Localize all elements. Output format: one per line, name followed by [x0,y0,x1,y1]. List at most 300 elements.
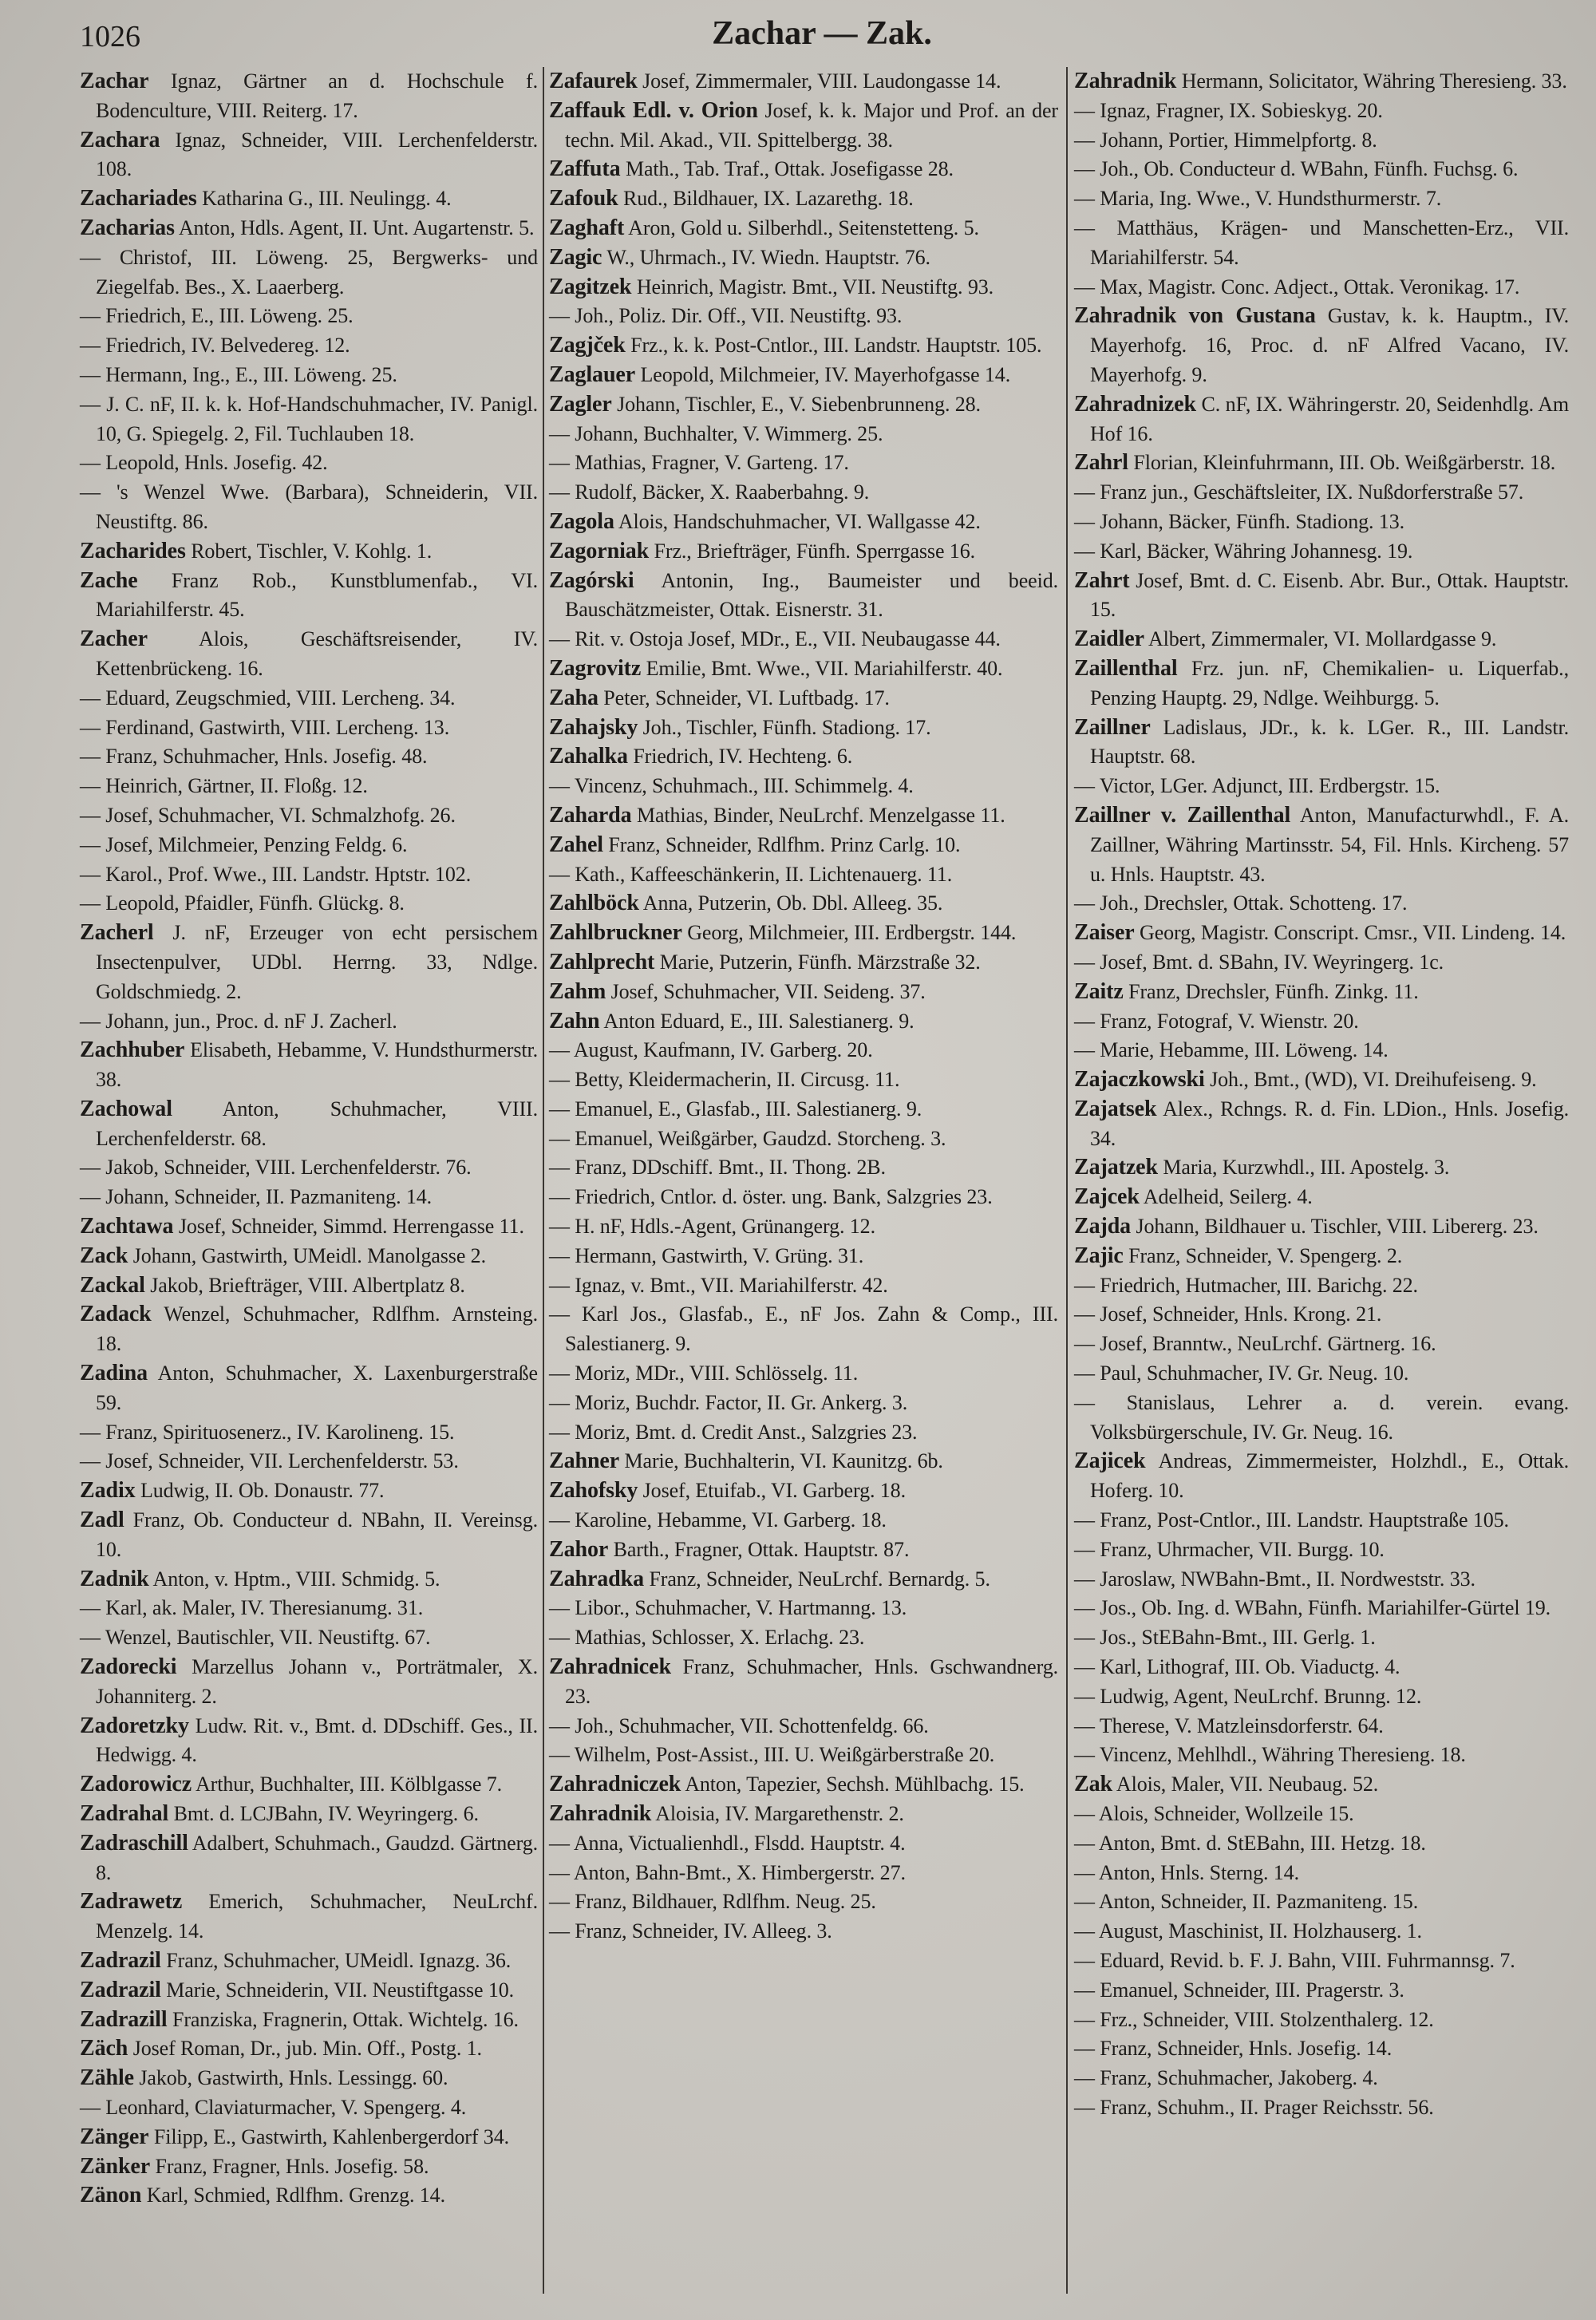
directory-entry [1074,2064,1569,2093]
directory-entry [549,508,1058,537]
entry-details: — Anna, Victualienhdl., Flsdd. Hauptstr. 4. [549,1831,906,1855]
entry-surname: Zadnik [80,1566,149,1591]
entry-details: — J. C. nF, II. k. k. Hof-Handschuhmacher, IV. Panigl. 10, G. Spiegelg. 2, Fil. Tuchlauben 18. [80,392,538,445]
directory-entry [1074,1829,1569,1859]
entry-surname: Zahalka [549,744,628,769]
entry-details: W., Uhrmach., IV. Wiedn. Hauptstr. 76. [606,245,930,269]
entry-details: — Victor, LGer. Adjunct, III. Erdbergstr. 15. [1074,774,1440,798]
entry-details: Anna, Putzerin, Ob. Dbl. Alleeg. 35. [642,891,943,915]
entry-details: Franz, Schuhmacher, UMeidl. Ignazg. 36. [166,1949,512,1972]
directory-entry [1074,1887,1569,1917]
directory-entry [1074,1007,1569,1037]
directory-entry [1074,67,1569,97]
entry-details: — Anton, Bahn-Bmt., X. Himbergerstr. 27. [549,1860,906,1884]
entry-details: — Franz, Schneider, Hnls. Josefig. 14. [1074,2037,1393,2061]
entry-surname: Zagrovitz [549,655,642,681]
entry-surname: Zachtawa [80,1214,174,1239]
directory-entry [80,390,538,449]
directory-entry [80,2093,538,2123]
entry-details: Emerich, Schuhmacher, NeuLrchf. Menzelg. 14. [96,1890,539,1943]
entry-surname: Zaffauk Edl. v. Orion [549,97,758,123]
entry-surname: Zahradka [549,1566,645,1591]
directory-entry [1074,1389,1569,1448]
directory-entry [549,1300,1058,1359]
entry-details: — Alois, Schneider, Wollzeile 15. [1074,1802,1354,1826]
entry-details: — 's Wenzel Wwe. (Barbara), Schneiderin, VII. Neustiftg. 86. [80,480,538,533]
entry-details: Frz., Briefträger, Fünfh. Sperrgasse 16. [654,539,975,563]
directory-entry [549,1741,1058,1770]
entry-details: Florian, Kleinfuhrmann, III. Ob. Weißgärberstr. 18. [1133,451,1556,475]
directory-entry [1074,97,1569,126]
entry-details: Franz, Schneider, Rdlfhm. Prinz Carlg. 10. [608,832,961,856]
entry-details: — Ignaz, v. Bmt., VII. Mariahilferstr. 42. [549,1273,888,1297]
directory-entry [549,1506,1058,1535]
entry-details: — H. nF, Hdls.-Agent, Grünangerg. 12. [549,1215,875,1239]
entry-details: Andreas, Zimmermeister, Holzhdl., E., Ottak. Hoferg. 10. [1090,1449,1569,1503]
directory-entry [80,1887,538,1947]
directory-entry [1074,1653,1569,1682]
directory-entry [549,1859,1058,1888]
entry-details: Josef, Schneider, Simmd. Herrengasse 11. [178,1215,524,1239]
directory-entry [80,1418,538,1448]
entry-surname: Zahradnicek [549,1654,671,1680]
directory-entry [80,2181,538,2211]
entry-surname: Zadoretzky [80,1713,189,1738]
directory-entry [549,1653,1058,1712]
entry-details: — Anton, Hnls. Sterng. 14. [1074,1860,1299,1884]
directory-entry [549,772,1058,801]
entry-details: Ludwig, II. Ob. Donaustr. 77. [140,1479,385,1503]
entry-details: Jakob, Gastwirth, Hnls. Lessingg. 60. [139,2066,448,2090]
entry-surname: Zahradnik [1074,69,1177,93]
entry-details: — August, Maschinist, II. Holzhauserg. 1. [1074,1919,1422,1943]
entry-details: Arthur, Buchhalter, III. Kölblgasse 7. [196,1773,503,1796]
entry-details: — Paul, Schuhmacher, IV. Gr. Neug. 10. [1074,1362,1409,1385]
entry-details: — Max, Magistr. Conc. Adject., Ottak. Veronikag. 17. [1074,275,1520,298]
entry-details: — Leopold, Hnls. Josefig. 42. [80,451,328,475]
directory-entry [549,1065,1058,1095]
directory-entry [549,273,1058,302]
entry-details: Marie, Schneiderin, VII. Neustiftgasse 10. [166,1978,515,2002]
entry-surname: Zaillenthal [1074,655,1178,681]
entry-surname: Zahlböck [549,891,639,916]
entry-details: Karl, Schmied, Rdlfhm. Grenzg. 14. [146,2184,445,2207]
directory-entry [549,1095,1058,1124]
entry-details: — Josef, Bmt. d. SBahn, IV. Weyringerg. 1c. [1074,950,1444,974]
entry-details: Ladislaus, JDr., k. k. LGer. R., III. Landstr. Hauptstr. 68. [1090,715,1569,769]
entry-surname: Zahel [549,832,603,857]
entry-details: Alois, Maler, VII. Neubaug. 52. [1116,1773,1379,1796]
entry-surname: Zadrazill [80,2006,168,2032]
directory-entry [1074,1183,1569,1212]
directory-entry [1074,1330,1569,1359]
directory-entry [1074,978,1569,1007]
entry-details: — Karl, ak. Maler, IV. Theresianumg. 31. [80,1596,424,1620]
entry-details: — Franz, Schuhmacher, Hnls. Josefig. 48. [80,745,428,769]
entry-details: — Franz, Post-Cntlor., III. Landstr. Hauptstraße 105. [1074,1508,1509,1532]
entry-surname: Zachara [80,127,160,152]
directory-entry [80,1271,538,1301]
directory-entry [549,97,1058,156]
directory-entry [549,478,1058,508]
directory-entry [1074,449,1569,478]
entry-surname: Zaiser [1074,920,1135,946]
entry-details: Anton, Tapezier, Sechsh. Mühlbachg. 15. [685,1773,1025,1796]
entry-details: — Friedrich, E., III. Löweng. 25. [80,304,354,328]
entry-surname: Zachhuber [80,1037,185,1063]
entry-surname: Zagorniak [549,538,650,563]
entry-details: Albert, Zimmermaler, VI. Mollardgasse 9. [1148,627,1497,651]
directory-entry [1074,126,1569,156]
directory-entry [549,1565,1058,1595]
directory-entry [80,449,538,478]
entry-surname: Zacherl [80,920,154,946]
entry-surname: Zaillner v. Zaillenthal [1074,802,1291,828]
entry-surname: Zagic [549,244,602,270]
entry-details: — Friedrich, IV. Belvedereg. 12. [80,334,350,358]
directory-entry [80,1829,538,1888]
entry-details: — Hermann, Gastwirth, V. Grüng. 31. [549,1243,864,1267]
directory-entry [549,1829,1058,1859]
entry-details: Ignaz, Schneider, VIII. Lerchenfelderstr. 108. [96,128,538,181]
directory-entry [80,537,538,567]
directory-entry [549,1036,1058,1065]
directory-entry [80,214,538,243]
entry-details: — Franz, Schuhm., II. Prager Reichsstr. 56. [1074,2095,1434,2119]
entry-details: Wenzel, Schuhmacher, Rdlfhm. Arnsteing. 18. [96,1302,538,1356]
entry-surname: Zajic [1074,1243,1124,1268]
column-1 [80,67,538,2211]
entry-surname: Zadix [80,1478,136,1504]
entry-details: — Franz, Schuhmacher, Jakoberg. 4. [1074,2066,1378,2090]
entry-details: Franziska, Fragnerin, Ottak. Wichtelg. 16. [172,2007,519,2031]
directory-entry [549,713,1058,743]
directory-entry [549,1594,1058,1623]
entry-surname: Zachariades [80,186,197,211]
directory-entry [1074,184,1569,214]
entry-details: Franz, Drechsler, Fünfh. Zinkg. 11. [1128,979,1419,1003]
directory-entry [1074,537,1569,567]
column-3 [1074,67,1569,2123]
entry-details: — Josef, Milchmeier, Penzing Feldg. 6. [80,832,408,856]
entry-surname: Zagjček [549,333,626,358]
directory-entry [549,1887,1058,1917]
entry-details: — Eduard, Zeugschmied, VIII. Lercheng. 34. [80,686,456,709]
directory-entry [80,2064,538,2093]
directory-entry [1074,625,1569,654]
entry-surname: Zahrt [1074,567,1130,593]
entry-surname: Zahradnik von Gustana [1074,303,1316,329]
directory-entry [1074,713,1569,773]
entry-details: Josef, k. k. Major und Prof. an der techn. Mil. Akad., VII. Spittelbergg. 38. [565,98,1058,152]
directory-entry [1074,2006,1569,2035]
entry-details: — Wenzel, Bautischler, VII. Neustiftg. 67. [80,1626,431,1650]
directory-entry [549,889,1058,919]
entry-details: Franz, Fragner, Hnls. Josefig. 58. [155,2154,429,2178]
directory-entry [1074,1212,1569,1242]
entry-surname: Zahlprecht [549,949,655,974]
entry-surname: Zahlbruckner [549,920,682,946]
directory-entry [1074,1770,1569,1800]
entry-surname: Zajicek [1074,1449,1146,1474]
directory-entry [80,684,538,713]
entry-details: — Karl, Lithograf, III. Ob. Viaductg. 4. [1074,1655,1400,1679]
entry-details: Robert, Tischler, V. Kohlg. 1. [191,539,433,563]
entry-surname: Zaidler [1074,626,1144,652]
entry-details: — Jos., Ob. Ing. d. WBahn, Fünfh. Mariahilfer-Gürtel 19. [1074,1596,1551,1620]
entry-details: Peter, Schneider, VI. Luftbadg. 17. [603,686,890,709]
entry-details: Aron, Gold u. Silberhdl., Seitenstetteng. 5. [628,215,979,239]
entry-details: — Friedrich, Cntlor. d. öster. ung. Bank, Salzgries 23. [549,1185,993,1209]
entry-details: Johann, Bildhauer u. Tischler, VIII. Libererg. 23. [1136,1215,1539,1239]
entry-details: Aloisia, IV. Margarethenstr. 2. [655,1802,904,1826]
directory-entry [549,1007,1058,1037]
entry-surname: Zadorowicz [80,1772,192,1797]
entry-details: Adalbert, Schuhmach., Gaudzd. Gärtnerg. 8. [96,1831,538,1884]
entry-surname: Zaha [549,685,598,710]
directory-entry [80,2123,538,2152]
entry-surname: Zahradniczek [549,1772,681,1797]
entry-details: — Johann, Portier, Himmelpfortg. 8. [1074,128,1377,152]
entry-details: — Moriz, MDr., VIII. Schlösselg. 11. [549,1362,859,1385]
entry-surname: Zajcek [1074,1184,1140,1210]
entry-details: — Franz, Spirituosenerz., IV. Karolineng. 15. [80,1420,455,1444]
entry-details: — Franz, DDschiff. Bmt., II. Thong. 2B. [549,1156,886,1180]
directory-entry [80,478,538,537]
entry-surname: Zänker [80,2153,151,2179]
directory-entry [80,567,538,626]
entry-details: Frz., k. k. Post-Cntlor., III. Landstr. Hauptstr. 105. [630,334,1042,358]
entry-details: Anton, Hdls. Agent, II. Unt. Augartenstr. 5. [178,215,535,239]
directory-entry [549,625,1058,654]
entry-details: — Josef, Branntw., NeuLrchf. Gärtnerg. 16. [1074,1332,1436,1356]
directory-entry [80,713,538,743]
directory-entry [80,1565,538,1595]
entry-details: Johann, Gastwirth, UMeidl. Manolgasse 2. [132,1243,486,1267]
entry-details: Joh., Tischler, Fünfh. Stadiong. 17. [642,715,931,739]
entry-surname: Zaglauer [549,362,636,387]
directory-entry [1074,1242,1569,1271]
entry-surname: Zagler [549,391,612,417]
directory-entry [1074,889,1569,919]
entry-details: — Emanuel, Schneider, III. Pragerstr. 3. [1074,1978,1404,2002]
entry-details: Franz Rob., Kunstblumenfab., VI. Mariahilferstr. 45. [96,568,538,622]
entry-details: Franz, Ob. Conducteur d. NBahn, II. Vereinsg. 10. [96,1508,538,1561]
entry-details: — Matthäus, Krägen- und Manschetten-Erz., VII. Mariahilferstr. 54. [1074,215,1569,269]
directory-entry [549,978,1058,1007]
entry-details: — Leonhard, Claviaturmacher, V. Spengerg. 4. [80,2095,467,2119]
entry-details: — Emanuel, E., Glasfab., III. Salestianerg. 9. [549,1097,922,1120]
entry-details: Elisabeth, Hebamme, V. Hundsthurmerstr. 38. [96,1038,538,1092]
directory-entry [1074,1300,1569,1330]
entry-details: Joh., Bmt., (WD), VI. Dreihufeiseng. 9. [1210,1068,1537,1092]
directory-entry [549,1623,1058,1653]
directory-entry [549,1447,1058,1476]
entry-details: Friedrich, IV. Hechteng. 6. [633,745,853,769]
directory-entry [549,1271,1058,1301]
directory-entry [549,948,1058,978]
entry-surname: Zahor [549,1536,609,1562]
directory-entry [1074,654,1569,713]
directory-entry [1074,1976,1569,2006]
entry-details: — Rit. v. Ostoja Josef, MDr., E., VII. Neubaugasse 44. [549,627,1001,651]
entry-details: Heinrich, Magistr. Bmt., VII. Neustiftg. 93. [636,275,994,298]
directory-entry [1074,1271,1569,1301]
directory-entry [1074,1535,1569,1565]
directory-entry [549,214,1058,243]
directory-entry [549,831,1058,860]
directory-entry [1074,2034,1569,2064]
directory-entry [80,126,538,185]
entry-details: — Vincenz, Mehlhdl., Währing Theresieng. 18. [1074,1743,1466,1767]
directory-entry [80,1623,538,1653]
directory-entry [549,654,1058,684]
directory-entry [549,243,1058,273]
directory-entry [549,420,1058,449]
entry-details: Gustav, k. k. Hauptm., IV. Mayerhofg. 16, Proc. d. nF Alfred Vacano, IV. Mayerhofg. 9. [1090,304,1569,386]
directory-entry [1074,1947,1569,1976]
directory-entry [1074,772,1569,801]
directory-entry [80,889,538,919]
directory-entry [549,1359,1058,1389]
entry-surname: Zahradnizek [1074,391,1196,417]
directory-entry [549,1800,1058,1829]
directory-entry [80,1770,538,1800]
entry-details: — Karl Jos., Glasfab., E., nF Jos. Zahn & Comp., III. Salestianerg. 9. [549,1302,1058,1356]
entry-details: Maria, Kurzwhdl., III. Apostelg. 3. [1163,1156,1450,1180]
directory-entry [80,625,538,684]
entry-surname: Zadorecki [80,1654,177,1680]
directory-entry [549,184,1058,214]
entry-details: Filipp, E., Gastwirth, Kahlenbergerdorf 34. [153,2124,509,2148]
directory-entry [80,184,538,214]
directory-entry [80,1095,538,1154]
entry-details: — Mathias, Fragner, V. Garteng. 17. [549,451,849,475]
entry-details: Emilie, Bmt. Wwe., VII. Mariahilferstr. 40. [646,656,1003,680]
directory-entry [1074,948,1569,978]
entry-surname: Zadrawetz [80,1889,183,1915]
directory-entry [80,831,538,860]
directory-entry [549,1389,1058,1418]
entry-surname: Zahn [549,1008,600,1034]
entry-surname: Zachar [80,69,149,93]
directory-entry [1074,478,1569,508]
entry-surname: Zadrazil [80,1977,161,2002]
entry-details: — Kath., Kaffeeschänkerin, II. Lichtenauerg. 11. [549,862,953,886]
entry-details: — Josef, Schuhmacher, VI. Schmalzhofg. 26. [80,803,456,827]
entry-details: — Moriz, Buchdr. Factor, II. Gr. Ankerg. 3. [549,1390,908,1414]
directory-entry [549,919,1058,948]
directory-entry [80,1653,538,1712]
entry-surname: Zaitz [1074,978,1124,1004]
entry-surname: Zaffuta [549,156,621,182]
directory-entry [80,1476,538,1506]
entry-surname: Zacharides [80,538,186,563]
entry-details: Johann, Tischler, E., V. Siebenbrunneng. 28. [617,392,981,416]
directory-entry [80,2034,538,2064]
entry-details: — Ludwig, Agent, NeuLrchf. Brunng. 12. [1074,1684,1422,1708]
entry-details: — Maria, Ing. Wwe., V. Hundsthurmerstr. 7. [1074,187,1442,211]
entry-details: — Vincenz, Schuhmach., III. Schimmelg. 4. [549,774,914,798]
entry-details: Josef, Bmt. d. C. Eisenb. Abr. Bur., Ottak. Hauptstr. 15. [1090,568,1570,622]
entry-surname: Zacher [80,626,148,652]
entry-details: — Franz, Schneider, IV. Alleeg. 3. [549,1919,832,1943]
entry-details: — Anton, Schneider, II. Pazmaniteng. 15. [1074,1890,1419,1914]
directory-entry [1074,1682,1569,1712]
directory-entry [80,1594,538,1623]
entry-details: Barth., Fragner, Ottak. Hauptstr. 87. [613,1537,910,1561]
directory-entry [1074,1800,1569,1829]
directory-entry [1074,1565,1569,1595]
entry-details: — Mathias, Schlosser, X. Erlachg. 23. [549,1626,865,1650]
directory-entry [80,331,538,361]
directory-entry [549,860,1058,890]
entry-surname: Zänger [80,2124,149,2149]
entry-details: Josef Roman, Dr., jub. Min. Off., Postg. 1. [132,2037,482,2061]
entry-details: — Stanislaus, Lehrer a. d. verein. evang. Volksbürgerschule, IV. Gr. Neug. 16. [1074,1390,1569,1444]
directory-entry [80,243,538,302]
entry-details: Frz. jun. nF, Chemikalien- u. Liquerfab., Penzing Hauptg. 29, Ndlge. Weihburgg. 5. [1090,656,1569,709]
directory-entry [80,1212,538,1242]
directory-entry [80,1506,538,1565]
directory-entry [80,1712,538,1771]
directory-entry [80,1183,538,1212]
entry-surname: Zadina [80,1361,148,1386]
entry-details: Franz, Schneider, NeuLrchf. Bernardg. 5. [649,1567,990,1591]
entry-details: — Karl, Bäcker, Währing Johannesg. 19. [1074,539,1413,563]
entry-details: — Jakob, Schneider, VIII. Lerchenfelderstr. 76. [80,1156,472,1180]
entry-surname: Zajda [1074,1214,1132,1239]
page-header [80,14,1564,62]
entry-details: — Anton, Bmt. d. StEBahn, III. Hetzg. 18. [1074,1831,1426,1855]
entry-details: Bmt. d. LCJBahn, IV. Weyringerg. 6. [173,1802,479,1826]
entry-surname: Zafaurek [549,69,638,93]
directory-entry [1074,1917,1569,1947]
directory-entry [80,1007,538,1037]
entry-details: C. nF, IX. Währingerstr. 20, Seidenhdlg. Am Hof 16. [1090,392,1569,445]
entry-details: — Joh., Drechsler, Ottak. Schotteng. 17. [1074,891,1408,915]
directory-entry [80,742,538,772]
directory-entry [549,1535,1058,1565]
entry-details: Rud., Bildhauer, IX. Lazarethg. 18. [622,187,914,211]
entry-details: — Therese, V. Matzleinsdorferstr. 64. [1074,1713,1384,1737]
entry-details: Josef, Etuifab., VI. Garberg. 18. [642,1479,906,1503]
entry-details: — Leopold, Pfaidler, Fünfh. Glückg. 8. [80,891,405,915]
directory-entry [80,2006,538,2035]
entry-details: — Jaroslaw, NWBahn-Bmt., II. Nordweststr. 33. [1074,1567,1476,1591]
directory-entry [1074,508,1569,537]
entry-details: Hermann, Solicitator, Währing Theresieng. 33. [1181,69,1567,93]
entry-details: Georg, Milchmeier, III. Erdbergstr. 144. [687,921,1017,945]
entry-surname: Zaharda [549,802,632,828]
entry-surname: Zacharias [80,215,175,240]
entry-details: Jakob, Briefträger, VIII. Albertplatz 8. [150,1273,465,1297]
entry-details: Adelheid, Seilerg. 4. [1143,1185,1313,1209]
entry-details: Georg, Magistr. Conscript. Cmsr., VII. Lindeng. 14. [1140,921,1566,945]
directory-entry [549,1212,1058,1242]
entry-details: — Hermann, Ing., E., III. Löweng. 25. [80,362,397,386]
entry-details: Leopold, Milchmeier, IV. Mayerhofgasse 14. [640,362,1011,386]
entry-surname: Zahajsky [549,714,638,740]
entry-surname: Zähle [80,2065,134,2091]
directory-entry [80,801,538,831]
entry-details: Ludw. Rit. v., Bmt. d. DDschiff. Ges., II. Hedwigg. 4. [96,1713,538,1767]
entry-details: — Josef, Schneider, Hnls. Krong. 21. [1074,1302,1382,1326]
entry-surname: Zagitzek [549,274,632,299]
column-divider [543,67,544,2294]
directory-entry [549,302,1058,331]
entry-details: — Betty, Kleidermacherin, II. Circusg. 11. [549,1068,900,1092]
